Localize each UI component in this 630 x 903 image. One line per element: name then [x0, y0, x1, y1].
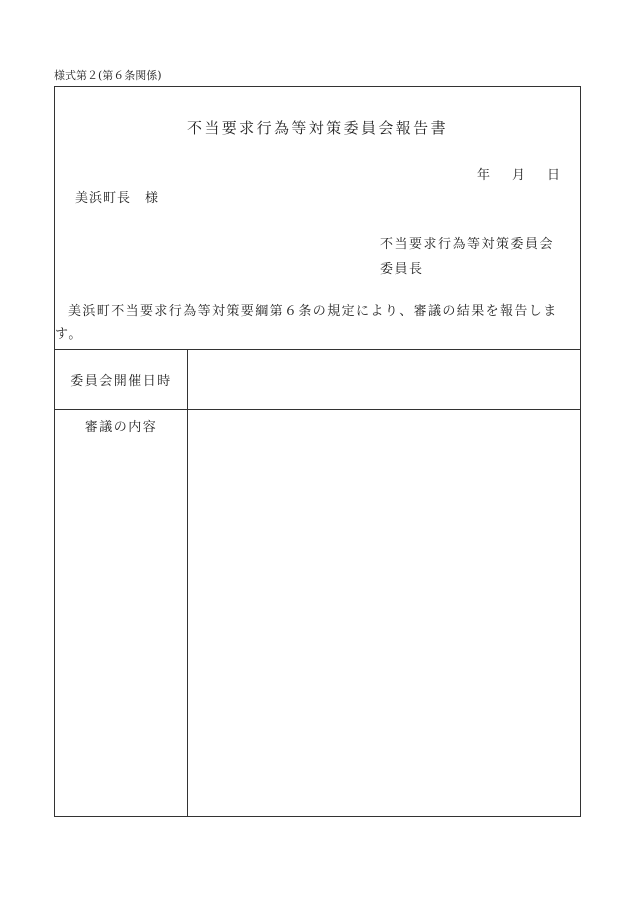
deliberation-label: 審議の内容: [84, 420, 158, 435]
sender-title: 委員長: [380, 262, 424, 277]
form-number-label: 様式第２(第６条関係): [54, 69, 162, 82]
report-table: [54, 349, 581, 817]
table-row-meeting-datetime: [55, 350, 581, 410]
table-row-deliberation: [55, 410, 581, 817]
report-body-text: 美浜町不当要求行為等対策要綱第６条の規定により、審議の結果を報告します。: [55, 304, 558, 342]
deliberation-content-field[interactable]: [188, 410, 581, 817]
date-line: [477, 164, 560, 183]
report-frame: [54, 86, 581, 817]
addressee: 美浜町長 様: [75, 191, 160, 206]
document-title: 不当要求行為等対策委員会報告書: [186, 119, 448, 137]
meeting-datetime-field[interactable]: [188, 350, 581, 410]
date-year: 年: [476, 168, 490, 183]
date-month: 月: [511, 168, 525, 183]
meeting-datetime-label: 委員会開催日時: [55, 350, 188, 410]
date-day: 日: [546, 168, 560, 183]
sender-organization: 不当要求行為等対策委員会: [380, 237, 555, 252]
deliberation-label-cell: [55, 410, 188, 817]
